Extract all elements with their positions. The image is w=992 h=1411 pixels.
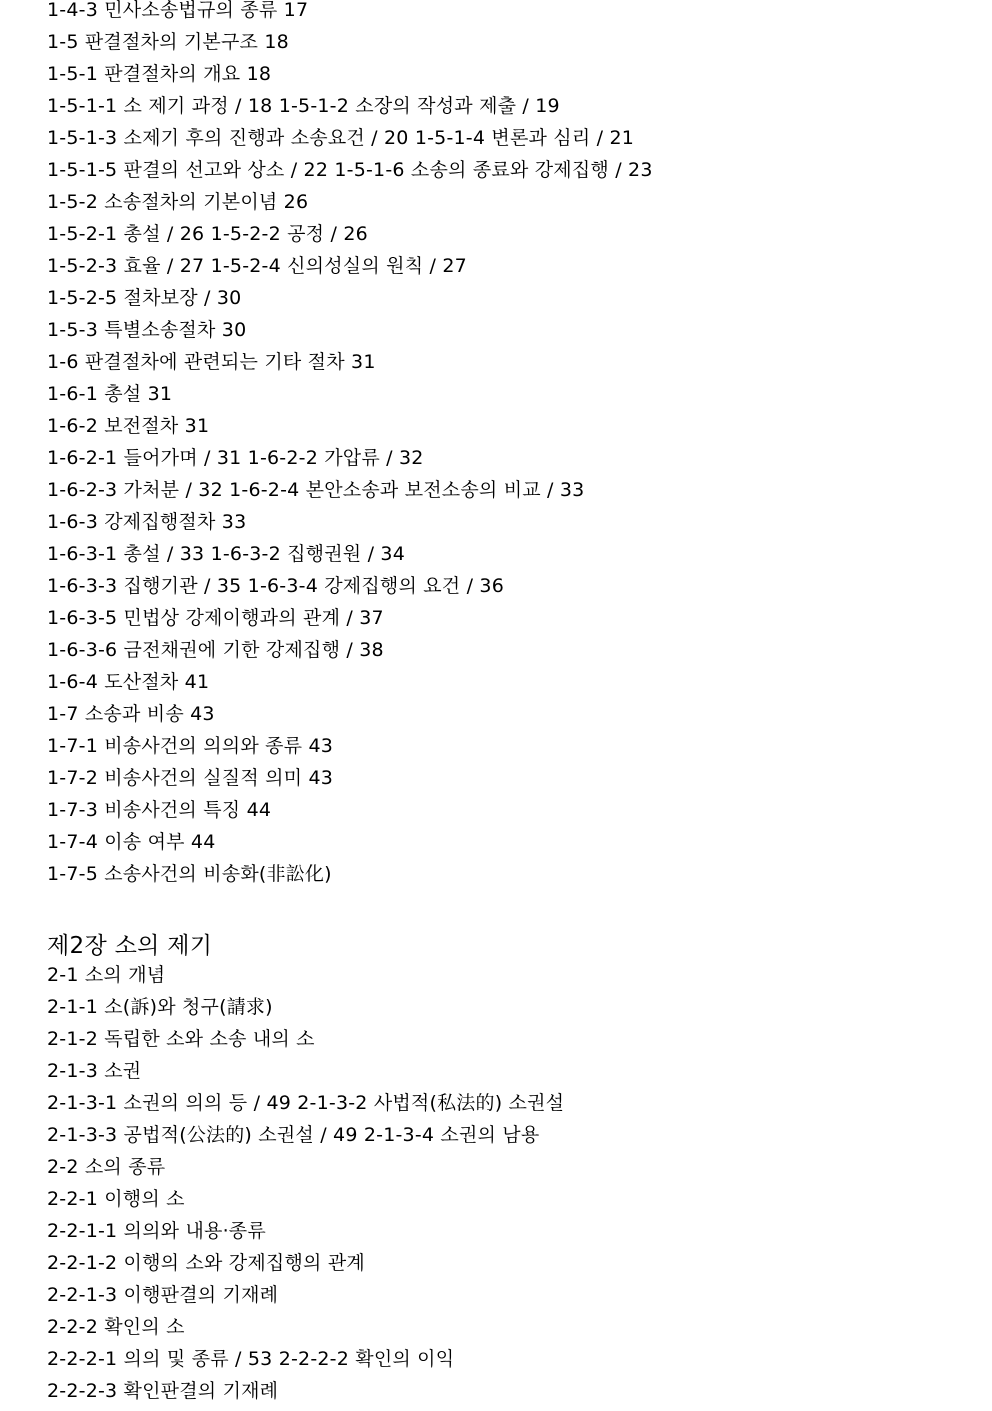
toc-entry: 1-5-2-1 총설 / 26 1-5-2-2 공정 / 26	[47, 223, 368, 245]
toc-entry: 1-6-2 보전절차 31	[47, 415, 210, 437]
section-gap	[47, 894, 972, 929]
toc-entry: 1-6-1 총설 31	[47, 383, 173, 405]
toc-entry: 2-2 소의 종류	[47, 1156, 166, 1178]
toc-entry: 1-5-1-1 소 제기 과정 / 18 1-5-1-2 소장의 작성과 제출 / 19	[47, 95, 560, 117]
toc-entry: 1-7-3 비송사건의 특징 44	[47, 799, 272, 821]
toc-entry: 2-2-1-3 이행판결의 기재례	[47, 1284, 279, 1306]
toc-entry: 1-6-3-6 금전채권에 기한 강제집행 / 38	[47, 639, 384, 661]
toc-entry: 2-2-2 확인의 소	[47, 1316, 185, 1338]
toc-entry: 1-6-3 강제집행절차 33	[47, 511, 247, 533]
toc-chapter-2	[47, 929, 972, 1411]
toc-entry: 1-6-2-3 가처분 / 32 1-6-2-4 본안소송과 보전소송의 비교 / 33	[47, 479, 585, 501]
toc-entry: 1-7-5 소송사건의 비송화(非訟化)	[47, 863, 332, 885]
toc-entry: 1-4-3 민사소송법규의 종류 17	[47, 0, 309, 21]
toc-entry: 1-6-2-1 들어가며 / 31 1-6-2-2 가압류 / 32	[47, 447, 424, 469]
toc-entry: 1-7-1 비송사건의 의의와 종류 43	[47, 735, 334, 757]
toc-entry: 1-6-4 도산절차 41	[47, 671, 210, 693]
toc-entry: 1-5-1-3 소제기 후의 진행과 소송요건 / 20 1-5-1-4 변론과 심리 / 21	[47, 127, 635, 149]
toc-entry: 1-6 판결절차에 관련되는 기타 절차 31	[47, 351, 376, 373]
toc-entry: 1-5-1-5 판결의 선고와 상소 / 22 1-5-1-6 소송의 종료와 강제집행 / 23	[47, 159, 653, 181]
toc-entry: 2-1-1 소(訴)와 청구(請求)	[47, 996, 273, 1018]
toc-entry: 2-1-3-1 소권의 의의 등 / 49 2-1-3-2 사법적(私法的) 소권설	[47, 1092, 565, 1114]
toc-entry: 2-1 소의 개념	[47, 964, 166, 986]
toc-entry: 1-5 판결절차의 기본구조 18	[47, 31, 289, 53]
toc-entry: 2-1-3 소권	[47, 1060, 142, 1082]
toc-entry: 1-7-2 비송사건의 실질적 의미 43	[47, 767, 334, 789]
chapter-title: 제2장 소의 제기	[47, 933, 213, 959]
toc-entry: 2-2-1-2 이행의 소와 강제집행의 관계	[47, 1252, 365, 1274]
toc-section-1	[47, 0, 972, 894]
toc-entry: 2-1-2 독립한 소와 소송 내의 소	[47, 1028, 315, 1050]
toc-entry: 1-7 소송과 비송 43	[47, 703, 215, 725]
toc-entry: 2-2-1 이행의 소	[47, 1188, 185, 1210]
toc-entry: 1-5-2 소송절차의 기본이념 26	[47, 191, 309, 213]
toc-entry: 2-1-3-3 공법적(公法的) 소권설 / 49 2-1-3-4 소권의 남용	[47, 1124, 540, 1146]
toc-entry: 1-6-3-5 민법상 강제이행과의 관계 / 37	[47, 607, 384, 629]
toc-entry: 1-5-1 판결절차의 개요 18	[47, 63, 272, 85]
toc-page	[47, 0, 972, 1411]
toc-entry: 1-5-2-3 효율 / 27 1-5-2-4 신의성실의 원칙 / 27	[47, 255, 467, 277]
toc-entry: 1-6-3-3 집행기관 / 35 1-6-3-4 강제집행의 요건 / 36	[47, 575, 505, 597]
toc-entry: 1-7-4 이송 여부 44	[47, 831, 216, 853]
toc-entry: 1-5-3 특별소송절차 30	[47, 319, 247, 341]
toc-entry: 1-5-2-5 절차보장 / 30	[47, 287, 242, 309]
toc-entry: 2-2-2-3 확인판결의 기재례	[47, 1380, 279, 1402]
toc-entry: 1-6-3-1 총설 / 33 1-6-3-2 집행권원 / 34	[47, 543, 406, 565]
toc-entry: 2-2-1-1 의의와 내용·종류	[47, 1220, 266, 1242]
toc-entry: 2-2-2-1 의의 및 종류 / 53 2-2-2-2 확인의 이익	[47, 1348, 455, 1370]
